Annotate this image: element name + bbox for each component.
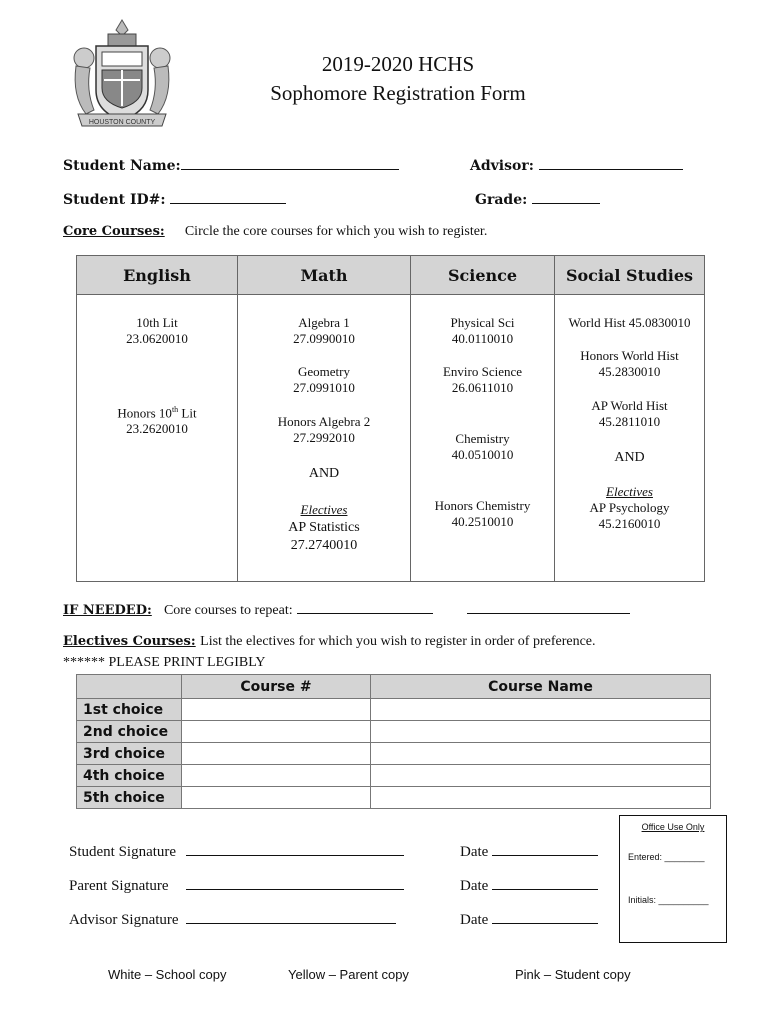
science-column bbox=[411, 295, 555, 582]
student-name-label: Student Name: bbox=[63, 158, 181, 174]
course-algebra-1[interactable] bbox=[238, 315, 410, 347]
math-column bbox=[238, 295, 411, 582]
course-10th-lit[interactable] bbox=[77, 315, 237, 347]
course-name-input[interactable] bbox=[371, 765, 711, 787]
course-code: 40.0110010 bbox=[451, 331, 514, 346]
advisor-label: Advisor: bbox=[470, 158, 534, 174]
date-label: Date bbox=[460, 912, 489, 928]
electives-section bbox=[63, 633, 596, 650]
course-ap-statistics[interactable] bbox=[238, 519, 410, 555]
course-name-input[interactable] bbox=[371, 743, 711, 765]
advisor-field[interactable] bbox=[470, 155, 683, 174]
parent-signature-field[interactable] bbox=[69, 875, 404, 895]
choice-label: 4th choice bbox=[77, 765, 182, 787]
initials-field[interactable]: Initials: __________ bbox=[628, 895, 709, 905]
electives-row bbox=[77, 765, 711, 787]
office-use-box bbox=[619, 815, 727, 943]
course-code: 27.2992010 bbox=[293, 430, 355, 445]
course-number-input[interactable] bbox=[182, 721, 371, 743]
core-table-header-row bbox=[77, 256, 705, 295]
course-number-input[interactable] bbox=[182, 787, 371, 809]
form-title-line1: 2019-2020 HCHS bbox=[321, 52, 475, 76]
course-code: 45.2830010 bbox=[598, 364, 661, 379]
course-honors-chemistry[interactable] bbox=[411, 498, 554, 530]
student-signature-line[interactable] bbox=[186, 841, 404, 856]
student-id-line[interactable] bbox=[170, 189, 286, 204]
repeat-courses-label: Core courses to repeat: bbox=[163, 603, 293, 618]
core-courses-section bbox=[63, 224, 487, 240]
advisor-signature-line[interactable] bbox=[186, 909, 396, 924]
office-use-title: Office Use Only bbox=[641, 822, 705, 832]
student-id-label: Student ID#: bbox=[63, 192, 166, 208]
choice-label: 1st choice bbox=[77, 699, 182, 721]
course-code: 23.0620010 bbox=[126, 331, 188, 346]
course-enviro-science[interactable] bbox=[411, 364, 554, 396]
course-code: 45.2160010 bbox=[598, 516, 661, 531]
grade-label: Grade: bbox=[475, 192, 528, 208]
course-name: Enviro Science bbox=[442, 364, 523, 379]
column-header-english: English bbox=[77, 256, 238, 295]
student-signature-label: Student Signature bbox=[69, 844, 177, 860]
column-header-science: Science bbox=[411, 256, 555, 295]
course-code: 27.0991010 bbox=[293, 380, 355, 395]
course-number-input[interactable] bbox=[182, 699, 371, 721]
print-legibly-note: ****** PLEASE PRINT LEGIBLY bbox=[63, 655, 266, 670]
student-name-line[interactable] bbox=[181, 155, 399, 170]
course-name-header: Course Name bbox=[371, 675, 711, 699]
date-label: Date bbox=[460, 878, 489, 894]
course-name: Honors Algebra 2 bbox=[277, 414, 371, 429]
electives-row bbox=[77, 699, 711, 721]
core-table-body-row bbox=[77, 295, 705, 582]
social-studies-column bbox=[555, 295, 705, 582]
course-physical-sci[interactable] bbox=[411, 315, 554, 347]
choice-label: 2nd choice bbox=[77, 721, 182, 743]
student-name-field[interactable] bbox=[63, 155, 399, 174]
parent-signature-label: Parent Signature bbox=[69, 878, 169, 894]
course-honors-world-hist[interactable] bbox=[555, 348, 704, 380]
electives-label: Electives bbox=[300, 502, 348, 517]
course-world-hist[interactable]: World Hist 45.0830010 bbox=[568, 315, 691, 330]
advisor-signature-field[interactable] bbox=[69, 909, 396, 929]
course-geometry[interactable] bbox=[238, 364, 410, 396]
yellow-copy-note: Yellow – Parent copy bbox=[288, 967, 409, 982]
student-date-field[interactable] bbox=[460, 841, 598, 861]
crest-banner-text: HOUSTON COUNTY bbox=[88, 119, 156, 126]
student-date-line[interactable] bbox=[492, 841, 598, 856]
empty-header-cell bbox=[77, 675, 182, 699]
if-needed-section bbox=[63, 599, 630, 619]
core-courses-instruction: Circle the core courses for which you wish to register. bbox=[184, 224, 488, 239]
advisor-line[interactable] bbox=[539, 155, 683, 170]
if-needed-heading: IF NEEDED: bbox=[63, 603, 152, 618]
electives-row bbox=[77, 787, 711, 809]
course-name-input[interactable] bbox=[371, 699, 711, 721]
form-title-line2: Sophomore Registration Form bbox=[270, 81, 526, 105]
advisor-date-line[interactable] bbox=[492, 909, 598, 924]
column-header-social-studies: Social Studies bbox=[555, 256, 705, 295]
parent-signature-line[interactable] bbox=[186, 875, 404, 890]
english-column bbox=[77, 295, 238, 582]
date-label: Date bbox=[460, 844, 489, 860]
electives-row bbox=[77, 743, 711, 765]
course-number-header: Course # bbox=[182, 675, 371, 699]
course-name: Honors Chemistry bbox=[434, 498, 531, 513]
core-courses-heading: Core Courses: bbox=[63, 224, 165, 239]
course-code: 26.0611010 bbox=[451, 380, 514, 395]
course-code: 27.2740010 bbox=[290, 538, 358, 553]
course-code: 23.2620010 bbox=[126, 421, 188, 437]
course-name: Chemistry bbox=[455, 431, 510, 446]
course-name: AP Psychology bbox=[589, 500, 670, 515]
course-code: 27.0990010 bbox=[293, 331, 355, 346]
electives-label: Electives bbox=[606, 484, 653, 499]
grade-line[interactable] bbox=[532, 189, 600, 204]
pink-copy-note: Pink – Student copy bbox=[515, 967, 631, 982]
course-name: Honors 10th Lit bbox=[117, 405, 197, 421]
course-honors-algebra-2[interactable] bbox=[238, 414, 410, 446]
student-signature-field[interactable] bbox=[69, 841, 404, 861]
advisor-signature-label: Advisor Signature bbox=[69, 912, 179, 928]
entered-field[interactable]: Entered: ________ bbox=[628, 852, 705, 862]
choice-label: 5th choice bbox=[77, 787, 182, 809]
course-name: Geometry bbox=[298, 364, 350, 379]
course-name-input[interactable] bbox=[371, 721, 711, 743]
course-number-input[interactable] bbox=[182, 743, 371, 765]
advisor-date-field[interactable] bbox=[460, 909, 598, 929]
column-header-math: Math bbox=[238, 256, 411, 295]
parent-date-line[interactable] bbox=[492, 875, 598, 890]
and-label: AND bbox=[614, 450, 645, 465]
electives-header-row bbox=[77, 675, 711, 699]
course-code: 45.2811010 bbox=[598, 414, 661, 429]
parent-date-field[interactable] bbox=[460, 875, 598, 895]
course-name: Algebra 1 bbox=[298, 315, 350, 330]
course-name: 10th Lit bbox=[136, 315, 178, 330]
course-ap-world-hist[interactable] bbox=[555, 398, 704, 430]
electives-table bbox=[76, 674, 711, 809]
electives-row bbox=[77, 721, 711, 743]
student-id-field[interactable] bbox=[63, 189, 286, 208]
electives-instruction: List the electives for which you wish to register in order of preference. bbox=[200, 634, 596, 649]
choice-label: 3rd choice bbox=[77, 743, 182, 765]
course-name: Honors World Hist bbox=[580, 348, 679, 363]
grade-field[interactable] bbox=[475, 189, 600, 208]
course-code: 40.2510010 bbox=[451, 514, 514, 529]
core-courses-table bbox=[76, 255, 705, 582]
course-name: AP Statistics bbox=[288, 520, 360, 535]
course-name-input[interactable] bbox=[371, 787, 711, 809]
electives-heading: Electives Courses: bbox=[63, 634, 196, 649]
repeat-course-line-2[interactable] bbox=[467, 599, 630, 614]
course-number-input[interactable] bbox=[182, 765, 371, 787]
course-ap-psychology[interactable] bbox=[555, 500, 704, 532]
course-code: 40.0510010 bbox=[451, 447, 514, 462]
white-copy-note: White – School copy bbox=[108, 967, 227, 982]
course-name: Physical Sci bbox=[450, 315, 515, 330]
repeat-course-line-1[interactable] bbox=[297, 599, 433, 614]
and-label: AND bbox=[308, 466, 340, 481]
course-name: AP World Hist bbox=[591, 398, 668, 413]
course-honors-10th-lit[interactable] bbox=[77, 402, 237, 437]
course-chemistry[interactable] bbox=[411, 431, 554, 463]
